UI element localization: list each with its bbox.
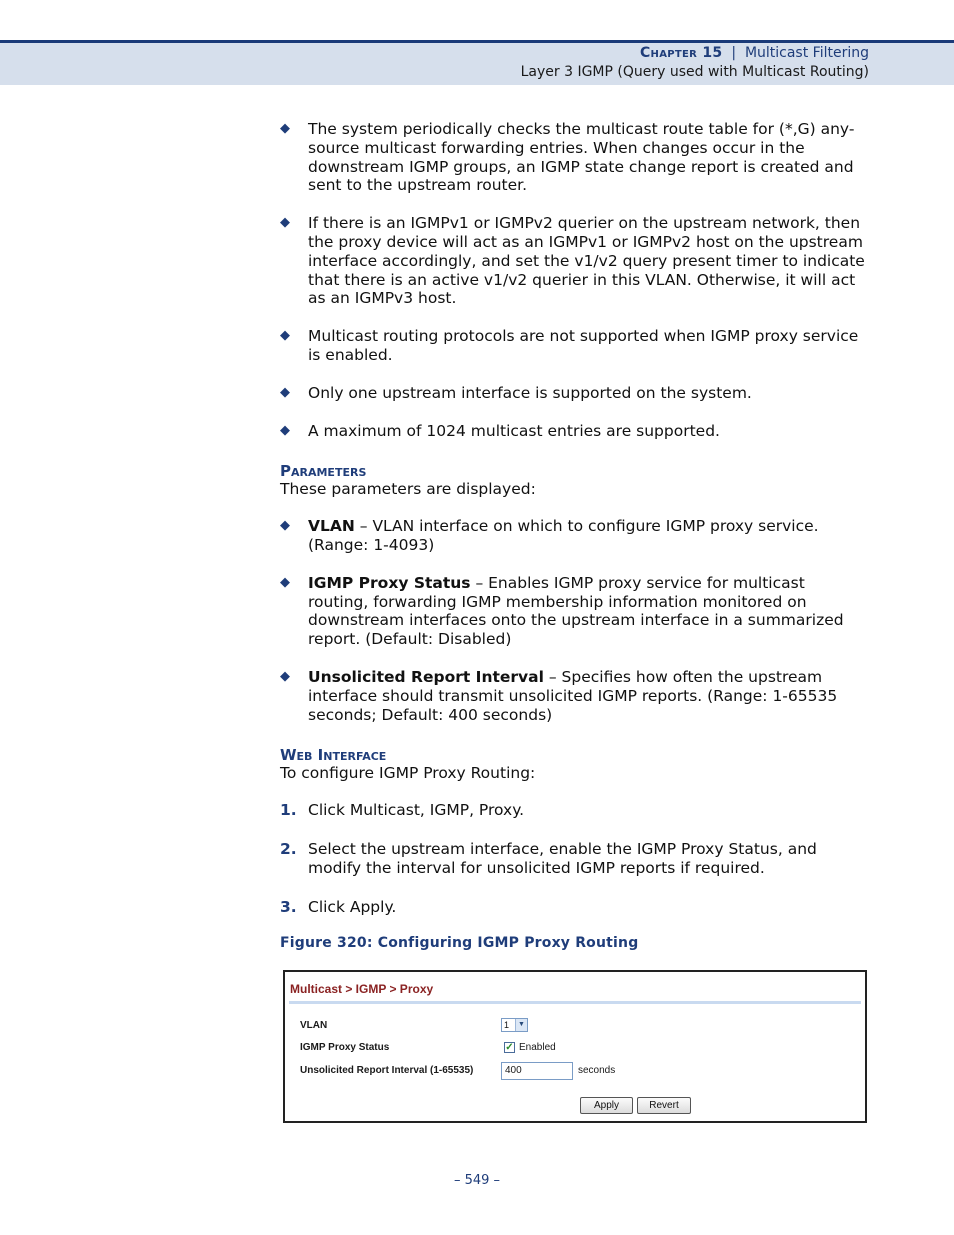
list-item: ◆ A maximum of 1024 multicast entries are supported. [280,421,720,440]
interval-unit: seconds [578,1065,616,1076]
diamond-bullet-icon: ◆ [280,574,290,590]
list-item: ◆ Unsolicited Report Interval – Specifies how often the upstream interface should transmit unsolicited IGMP reports. (Range: 1-65535 seconds; Default: 400 seconds) [280,667,838,724]
interval-label: Unsolicited Report Interval (1-65535) [300,1065,474,1076]
breadcrumb: Multicast > IGMP > Proxy [290,982,434,996]
header-separator: | [731,45,737,61]
interval-input[interactable]: 400 [501,1062,573,1080]
revert-button[interactable]: Revert [637,1097,691,1114]
diamond-bullet-icon: ◆ [280,215,290,231]
proxy-status-label: IGMP Proxy Status [300,1042,390,1053]
proxy-status-checkbox[interactable]: ✓ [505,1042,514,1053]
list-item: 2. Select the upstream interface, enable the IGMP Proxy Status, and modify the interval for unsolicited IGMP reports if required. [280,839,817,877]
vlan-label: VLAN [300,1020,328,1031]
running-header [640,45,869,61]
diamond-bullet-icon: ◆ [280,328,290,344]
parameters-heading: Parameters [280,462,367,481]
figure-screenshot [283,970,867,1123]
diamond-bullet-icon: ◆ [280,422,290,438]
list-item: ◆ IGMP Proxy Status – Enables IGMP proxy service for multicast routing, forwarding IGMP membership information monitored on downstream interfaces onto the upstream interface in a summarized report. (Default: Disabled) [280,573,844,649]
list-item: 1. Click Multicast, IGMP, Proxy. [280,801,525,820]
steps-list [280,801,870,916]
list-item: 3. Click Apply. [280,897,397,916]
diamond-bullet-icon: ◆ [280,384,290,400]
diamond-bullet-icon: ◆ [280,668,290,684]
proxy-status-enabled-label: Enabled [519,1042,556,1053]
chapter-title: Multicast Filtering [744,45,869,61]
title-divider [289,1001,861,1004]
vlan-select[interactable] [501,1018,528,1032]
diamond-bullet-icon: ◆ [280,121,290,136]
list-item: ◆ Multicast routing protocols are not supported when IGMP proxy service is enabled. [280,327,859,364]
chevron-down-icon[interactable]: ▼ [515,1019,527,1031]
section-title: Layer 3 IGMP (Query used with Multicast Routing) [520,64,869,80]
figure-caption: Figure 320: Configuring IGMP Proxy Routing [280,935,639,952]
top-bullet-list [280,120,870,440]
diamond-bullet-icon: ◆ [280,518,290,534]
apply-button[interactable]: Apply [580,1097,633,1114]
list-item: ◆ Only one upstream interface is supported on the system. [280,383,752,402]
vlan-value: 1 [504,1020,510,1030]
list-item: ◆ The system periodically checks the multicast route table for (*,G) any-source multicast forwarding entries. When changes occur in the downstream IGMP groups, an IGMP state change report is created and sent to the upstream router. [280,120,855,195]
chapter-label: Chapter 15 [639,45,723,61]
page-number: – 549 – [453,1173,501,1188]
web-interface-intro: To configure IGMP Proxy Routing: [280,764,536,783]
web-interface-heading: Web Interface [280,746,387,765]
main-content [280,120,870,953]
list-item: ◆ VLAN – VLAN interface on which to configure IGMP proxy service. (Range: 1-4093) [280,517,819,554]
parameters-intro: These parameters are displayed: [280,480,536,499]
parameters-list [280,517,870,724]
list-item: ◆ If there is an IGMPv1 or IGMPv2 querier on the upstream network, then the proxy device will act as an IGMPv1 or IGMPv2 host on the upstream interface accordingly, and set the v1/v2 query present timer to indicate that there is an active v1/v2 querier in this VLAN. Otherwise, it will act as an IGMPv3 host. [280,214,865,308]
